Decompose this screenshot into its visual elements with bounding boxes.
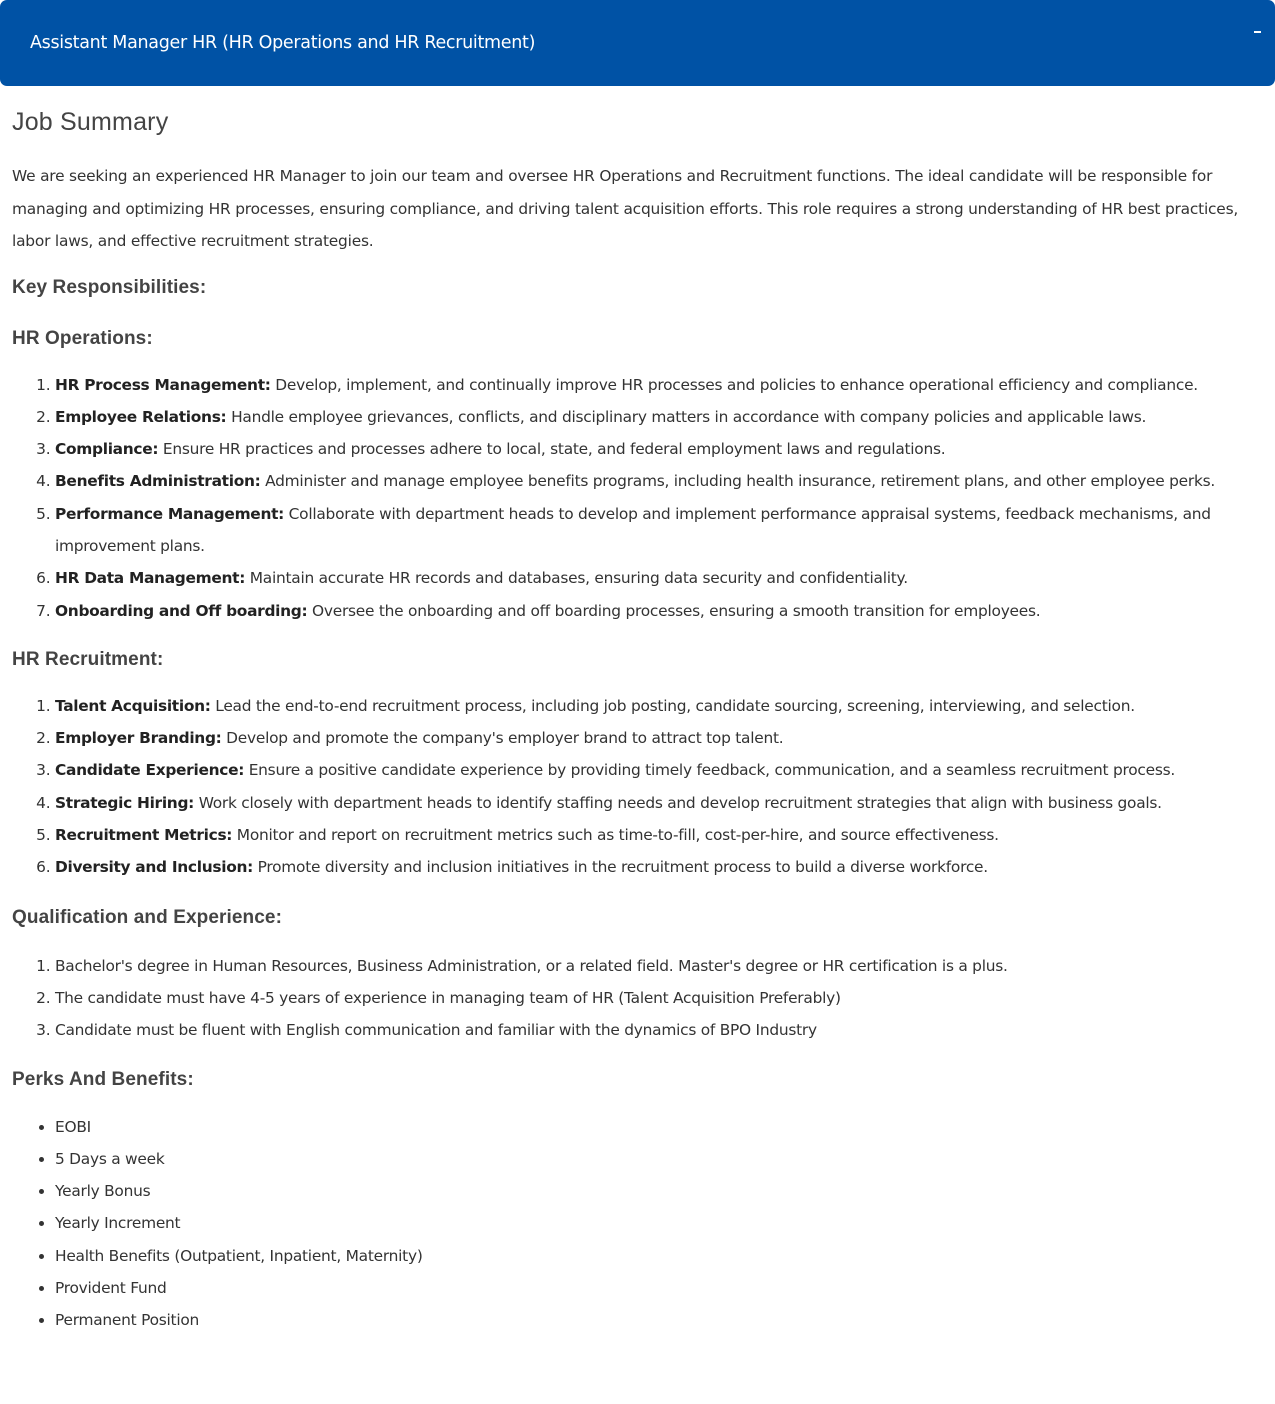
list-item: 2. The candidate must have 4-5 years of experience in managing team of HR (Talent Acquisition Preferably) — [55, 982, 1262, 1014]
list-item-text: Oversee the onboarding and off boarding processes, ensuring a smooth transition for employees. — [307, 601, 1041, 620]
list-item: • Yearly Increment — [55, 1207, 1262, 1239]
list-item-term: Strategic Hiring: — [55, 793, 195, 812]
list-item-text: Develop and promote the company's employer brand to attract top talent. — [221, 729, 784, 748]
minus-icon[interactable] — [1249, 24, 1265, 40]
list-item-text: Promote diversity and inclusion initiatives in the recruitment process to build a diverse workforce. — [252, 858, 988, 877]
hr-recruitment-heading: HR Recruitment: — [12, 648, 164, 670]
list-item — [55, 595, 1262, 627]
job-summary-heading: Job Summary — [12, 108, 169, 136]
hr-recruitment-list — [12, 690, 1262, 884]
list-item-term: Diversity and Inclusion: — [55, 858, 253, 877]
qualification-list — [12, 950, 1262, 1047]
list-item: • Permanent Position — [55, 1304, 1262, 1336]
list-item — [55, 690, 1262, 722]
list-item-text: Collaborate with department heads to develop and implement performance appraisal systems, feedback mechanisms, and improvement plans. — [55, 504, 1211, 555]
list-item-term: Performance Management: — [55, 504, 285, 523]
list-item: • Yearly Bonus — [55, 1175, 1262, 1207]
list-item-term: Benefits Administration: — [55, 472, 261, 491]
perks-list — [12, 1111, 1262, 1337]
list-item: • Health Benefits (Outpatient, Inpatient, Maternity) — [55, 1240, 1262, 1272]
list-item — [55, 787, 1262, 819]
list-item-text: Lead the end-to-end recruitment process, including job posting, candidate sourcing, screening, interviewing, and selection. — [210, 696, 1135, 715]
list-item — [55, 498, 1262, 563]
hr-operations-list — [12, 369, 1262, 627]
list-item: 1. Bachelor's degree in Human Resources, Business Administration, or a related field. Master's degree or HR certification is a plus. — [55, 950, 1262, 982]
list-item — [55, 369, 1262, 401]
list-item-text: Handle employee grievances, conflicts, and disciplinary matters in accordance with company policies and applicable laws. — [226, 407, 1147, 426]
job-description-body — [12, 106, 1262, 1337]
job-accordion-header[interactable] — [0, 0, 1275, 86]
job-title: Assistant Manager HR (HR Operations and HR Recruitment) — [30, 33, 536, 54]
list-item — [55, 401, 1262, 433]
list-item-term: Onboarding and Off boarding: — [55, 601, 308, 620]
list-item-text: Work closely with department heads to identify staffing needs and develop recruitment strategies that align with business goals. — [194, 793, 1162, 812]
list-item-term: Compliance: — [55, 440, 159, 459]
list-item-text: Ensure HR practices and processes adhere to local, state, and federal employment laws and regulations. — [158, 440, 946, 459]
list-item: 3. Candidate must be fluent with English communication and familiar with the dynamics of BPO Industry — [55, 1014, 1262, 1046]
list-item — [55, 754, 1262, 786]
list-item-term: HR Process Management: — [55, 375, 271, 394]
list-item — [55, 819, 1262, 851]
list-item — [55, 465, 1262, 497]
key-responsibilities-heading: Key Responsibilities: — [12, 276, 207, 298]
list-item: • EOBI — [55, 1111, 1262, 1143]
list-item — [55, 562, 1262, 594]
list-item-text: Monitor and report on recruitment metrics such as time-to-fill, cost-per-hire, and source effectiveness. — [232, 826, 999, 845]
list-item — [55, 433, 1262, 465]
list-item: • Provident Fund — [55, 1272, 1262, 1304]
list-item-term: Talent Acquisition: — [55, 696, 211, 715]
list-item-text: Maintain accurate HR records and databases, ensuring data security and confidentiality. — [245, 569, 908, 588]
list-item-text: Administer and manage employee benefits programs, including health insurance, retirement plans, and other employee perks. — [260, 472, 1216, 491]
list-item-term: HR Data Management: — [55, 569, 246, 588]
list-item-term: Recruitment Metrics: — [55, 826, 233, 845]
list-item-term: Candidate Experience: — [55, 761, 245, 780]
list-item — [55, 851, 1262, 883]
list-item-term: Employer Branding: — [55, 729, 222, 748]
qualification-heading: Qualification and Experience: — [12, 906, 283, 928]
perks-heading: Perks And Benefits: — [12, 1068, 194, 1090]
job-summary-text: We are seeking an experienced HR Manager to join our team and oversee HR Operations and Recruitment functions. The ideal candidate will be responsible for managing and optimizing HR processes, ensuring compliance, and driving talent acquisition efforts. This role requires a strong understanding of HR best practices, labor laws, and effective recruitment strategies. — [12, 167, 1239, 250]
list-item — [55, 722, 1262, 754]
list-item-text: Develop, implement, and continually improve HR processes and policies to enhance operational efficiency and compliance. — [270, 375, 1198, 394]
list-item-term: Employee Relations: — [55, 407, 227, 426]
list-item-text: Ensure a positive candidate experience by providing timely feedback, communication, and a seamless recruitment process. — [244, 761, 1175, 780]
list-item: • 5 Days a week — [55, 1143, 1262, 1175]
hr-operations-heading: HR Operations: — [12, 327, 153, 349]
